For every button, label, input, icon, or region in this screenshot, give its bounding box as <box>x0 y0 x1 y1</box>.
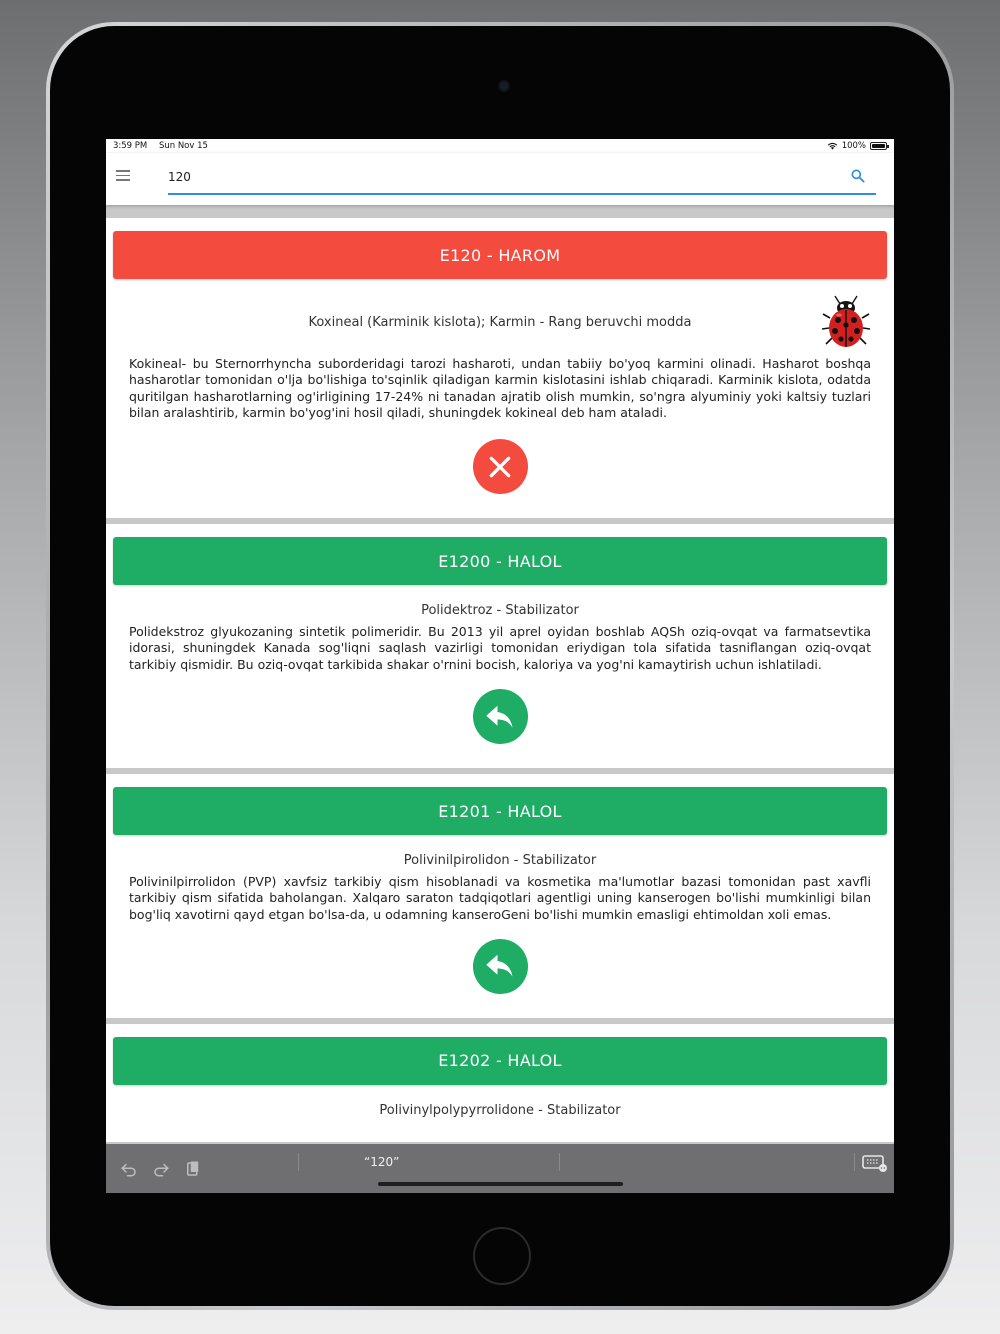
home-button[interactable] <box>473 1227 531 1285</box>
additive-card <box>106 218 894 518</box>
suggestion-divider <box>854 1153 855 1171</box>
card-header-harom[interactable] <box>113 231 887 279</box>
search-field <box>168 165 876 195</box>
card-header-halol[interactable] <box>113 537 887 585</box>
additive-name: Polivinilpirolidon - Stabilizator <box>403 853 597 869</box>
additive-code: E1202 - HALOL <box>438 1051 562 1071</box>
status-bar <box>106 139 894 153</box>
keyboard-suggestion[interactable]: “120” <box>364 1155 400 1169</box>
additive-code: E120 - HAROM <box>439 245 561 265</box>
reply-icon <box>485 953 515 979</box>
battery-percent: 100% <box>841 141 866 151</box>
close-icon <box>487 454 513 480</box>
additive-name: Koxineal (Karminik kislota); Karmin - Rang beruvchi modda <box>308 315 692 330</box>
suggestion-divider <box>559 1153 560 1171</box>
keyboard-shortcut-bar <box>106 1144 894 1193</box>
additive-name: Polidektroz - Stabilizator <box>421 603 579 619</box>
additive-description: Polidekstroz glyukozaning sintetik polimeridir. Bu 2013 yil aprel oyidan boshlab AQSh oziq-ovqat va farmatsevtika idorasi, shuningdek Kanada sog'liqni saqlash vazirligi tomonidan eriydigan tola sifatida tasniflangan oziq-ovqat tarkibiy qismidir. Bu oziq-ovqat tarkibida shakar o'rnini bocish, kaloriya va yog'ni kamaytirish uchun ishlatiladi. <box>129 624 871 672</box>
ladybug-icon <box>822 294 870 350</box>
menu-icon[interactable] <box>116 170 130 182</box>
additive-description: Kokineal- bu Sternorrhyncha suborderidagi tarozi hasharoti, undan tabiiy bo'yoq karmini olinadi. Hasharot boshqa hasharotlar tomonidan o'lja bo'lishiga to'sqinlik qiladigan karmin kislotasini ishlab chiqaradi. Karminik kislota, odatda quritilgan hasharotlarning og'irligining 17-24% ni tanadan ajratib olish mumkin, so'ngra alyuminiy yoki kaltsiy tuzlari bilan aralashtirib, karmin bo'yog'ini hosil qiladi, shuningdek kokineal deb ham ataladi. <box>129 356 871 420</box>
keyboard-icon[interactable] <box>862 1153 888 1173</box>
reply-icon <box>485 704 515 730</box>
additive-card <box>106 1024 894 1142</box>
additive-list <box>106 205 894 1145</box>
additive-card <box>106 774 894 1018</box>
wifi-icon <box>827 142 838 150</box>
search-input[interactable] <box>168 165 828 189</box>
additive-card <box>106 524 894 768</box>
halol-button[interactable] <box>473 689 528 744</box>
card-header-halol[interactable] <box>113 1037 887 1085</box>
undo-icon[interactable] <box>120 1160 138 1178</box>
additive-code: E1201 - HALOL <box>438 801 562 821</box>
app-screen <box>106 139 894 1193</box>
additive-name: Polivinylpolypyrrolidone - Stabilizator <box>379 1102 621 1118</box>
app-bar <box>106 153 894 205</box>
additive-description: Polivinilpirrolidon (PVP) xavfsiz tarkibiy qism hisoblanadi va kosmetika ma'lumotlar bazasi tomonidan past xavfli tarkibiy qism sifatida baholangan. Xalqaro saraton tadqiqotlari agentligi uning kanserogen bo'lishi mumkinligi bilan bog'liq xavotirni qayd etgan bo'lsa-da, u odamning kanseroGeni bo'lishi mumkin emasligi ehtimoldan xoli emas. <box>129 874 871 922</box>
card-header-halol[interactable] <box>113 787 887 835</box>
halol-button[interactable] <box>473 939 528 994</box>
status-date: Sun Nov 15 <box>158 141 208 151</box>
search-icon[interactable] <box>850 168 866 184</box>
harom-button[interactable] <box>473 439 528 494</box>
status-time: 3:59 PM <box>113 141 148 151</box>
paste-icon[interactable] <box>184 1160 202 1178</box>
additive-code: E1200 - HALOL <box>438 551 562 571</box>
home-indicator <box>378 1182 623 1186</box>
suggestion-divider <box>298 1153 299 1171</box>
battery-icon <box>870 142 887 150</box>
redo-icon[interactable] <box>152 1160 170 1178</box>
front-camera <box>498 80 510 92</box>
